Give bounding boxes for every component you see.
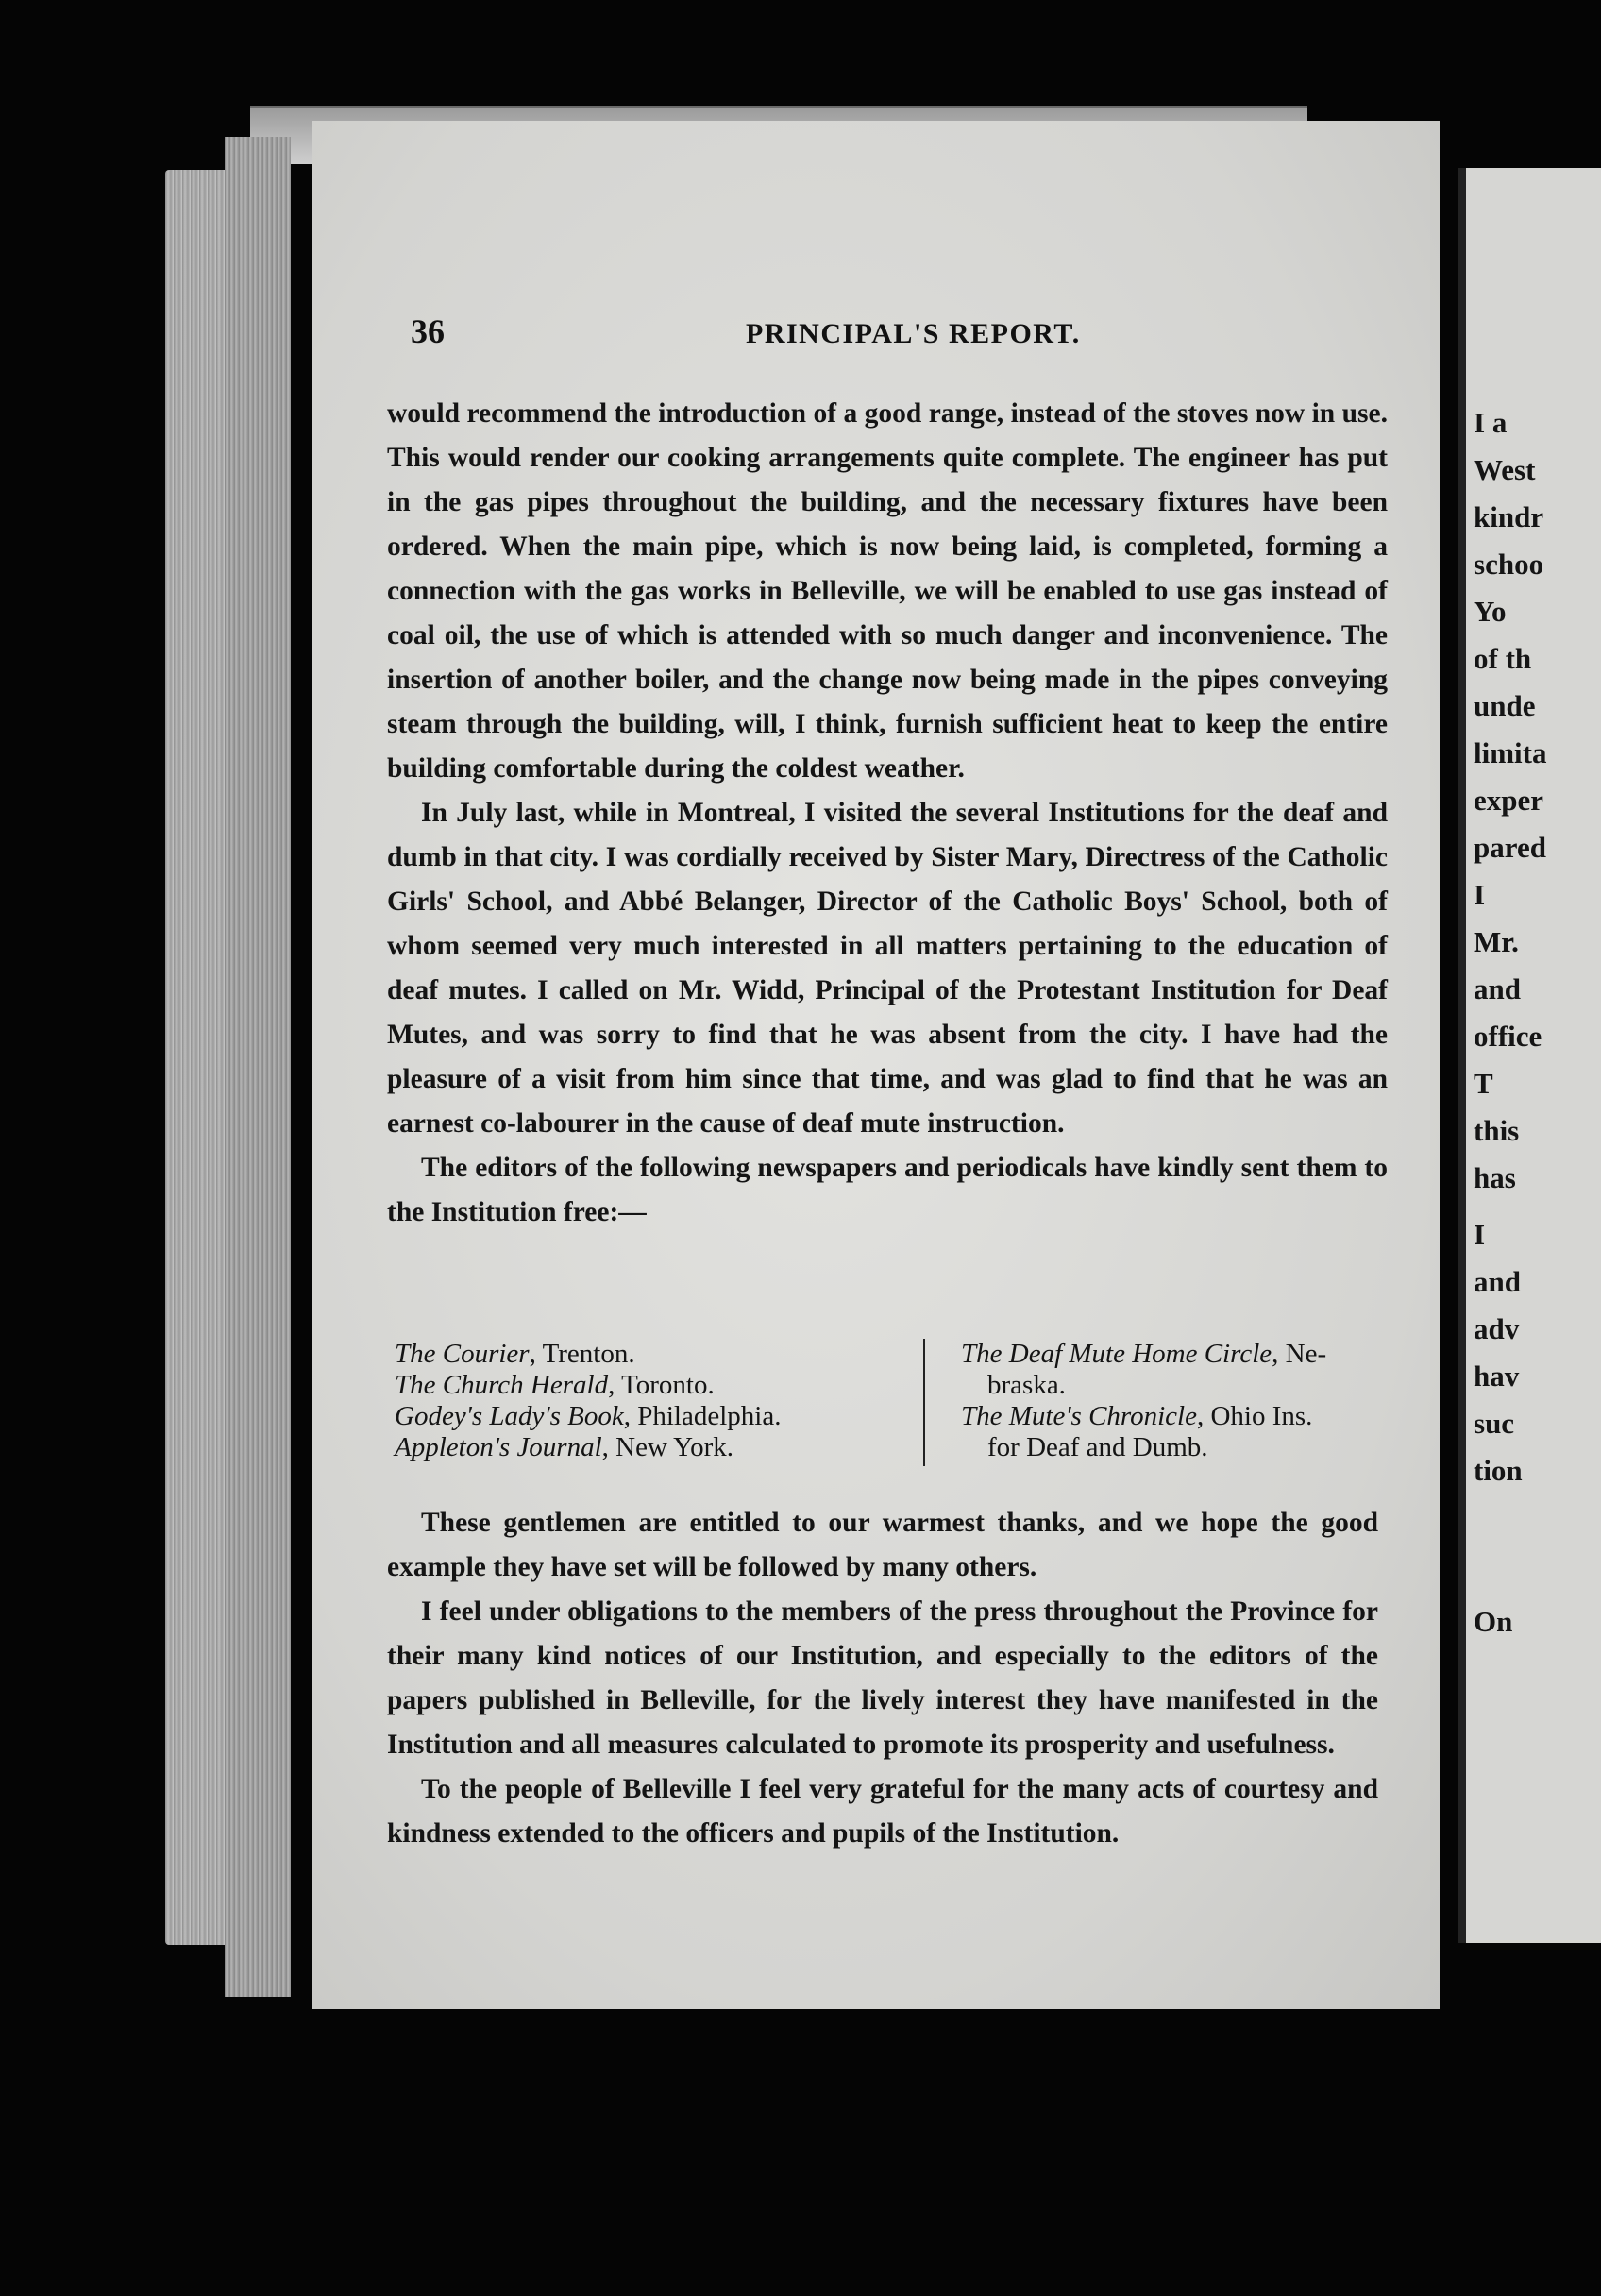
facing-page-text-fragment: and	[1474, 972, 1521, 1005]
paragraph-6: To the people of Belleville I feel very grateful for the many acts of courtesy and kindness extended to the officers and pupils of the Institution.	[387, 1774, 1378, 1849]
facing-page-text-fragment: hav	[1474, 1359, 1520, 1393]
book-page-edges-inner	[225, 137, 291, 1997]
periodicals-left-column	[395, 1339, 885, 1463]
facing-page-text-fragment: I a	[1474, 406, 1508, 439]
facing-page-text-fragment: tion	[1474, 1454, 1523, 1487]
facing-page-text-fragment: T	[1474, 1067, 1493, 1100]
facing-page-text-fragment: On	[1474, 1605, 1513, 1638]
facing-page-text-fragment: pared	[1474, 831, 1546, 864]
periodical-entry: Godey's Lady's Book, Philadelphia.	[395, 1401, 782, 1431]
facing-page-text-fragment: adv	[1474, 1312, 1520, 1345]
periodical-entry: The Church Herald, Toronto.	[395, 1370, 715, 1400]
paragraph-2: In July last, while in Montreal, I visited the several Institutions for the deaf and dumb in that city. I was cordially received by Sister Mary, Directress of the Catholic Girls' School, and Abbé Belanger, Director of the Catholic Boys' School, both of whom seemed very much interested in all matters pertaining to the education of deaf mutes. I called on Mr. Widd, Principal of the Protestant Institution for Deaf Mutes, and was sorry to find that he was absent from the city. I have had the pleasure of a visit from him since that time, and was glad to find that he was an earnest co-labourer in the cause of deaf mute instruction.	[387, 798, 1388, 1139]
facing-page-text-fragment: and	[1474, 1265, 1521, 1298]
paragraph-3: The editors of the following newspapers and periodicals have kindly sent them to the Institution free:—	[387, 1153, 1388, 1227]
periodical-entry: The Mute's Chronicle, Ohio Ins.	[961, 1401, 1313, 1431]
facing-page-text-fragment: this	[1474, 1114, 1520, 1147]
paragraph-4: These gentlemen are entitled to our warmest thanks, and we hope the good example they have set will be followed by many others.	[387, 1508, 1378, 1582]
periodical-entry-continuation: for Deaf and Dumb.	[987, 1432, 1208, 1462]
facing-page-text-fragment: has	[1474, 1161, 1516, 1194]
page-number: 36	[411, 312, 445, 350]
facing-page-text-fragment: of th	[1474, 642, 1532, 675]
facing-page-text-fragment: suc	[1474, 1407, 1515, 1440]
paragraph-1: would recommend the introduction of a good range, instead of the stoves now in use. This would render our cooking arrangements quite complete. The engineer has put in the gas pipes throughout the building, and the necessary fixtures have been ordered. When the main pipe, which is now being laid, is completed, forming a connection with the gas works in Belleville, we will be enabled to use gas instead of coal oil, the use of which is attended with so much danger and inconvenience. The insertion of another boiler, and the change now being made in the pipes conveying steam through the building, will, I think, furnish sufficient heat to keep the entire building comfortable during the coldest weather.	[387, 398, 1388, 784]
periodical-entry: Appleton's Journal, New York.	[395, 1432, 734, 1462]
facing-page-text-fragment: unde	[1474, 689, 1536, 722]
periodicals-right-column	[923, 1339, 1414, 1466]
facing-page-text-fragment: Mr.	[1474, 925, 1519, 958]
closing-text-block	[387, 1501, 1378, 1856]
running-head: PRINCIPAL'S REPORT.	[746, 318, 1081, 349]
facing-page-text-fragment: West	[1474, 453, 1536, 486]
facing-page-text-fragment: I	[1474, 1218, 1486, 1251]
facing-page-text-fragment: kindr	[1474, 500, 1544, 533]
periodical-entry: The Courier, Trenton.	[395, 1339, 635, 1369]
facing-page-text-fragment: I	[1474, 878, 1486, 911]
paragraph-5: I feel under obligations to the members of the press throughout the Province for their many kind notices of our Institution, and especially to the editors of the papers published in Belleville, for the lively interest they have manifested in the Institution and all measures calculated to promote its prosperity and usefulness.	[387, 1596, 1378, 1760]
facing-page-text-fragment: office	[1474, 1020, 1542, 1053]
periodical-entry-continuation: braska.	[987, 1370, 1066, 1400]
facing-page-text-fragment: limita	[1474, 736, 1547, 769]
facing-page-fragment	[1458, 168, 1601, 1943]
periodical-entry: The Deaf Mute Home Circle, Ne-	[961, 1339, 1327, 1369]
facing-page-text-fragment: exper	[1474, 784, 1544, 817]
main-text-block	[387, 392, 1388, 1235]
facing-page-text-fragment: Yo	[1474, 595, 1507, 628]
facing-page-text-fragment: schoo	[1474, 548, 1544, 581]
